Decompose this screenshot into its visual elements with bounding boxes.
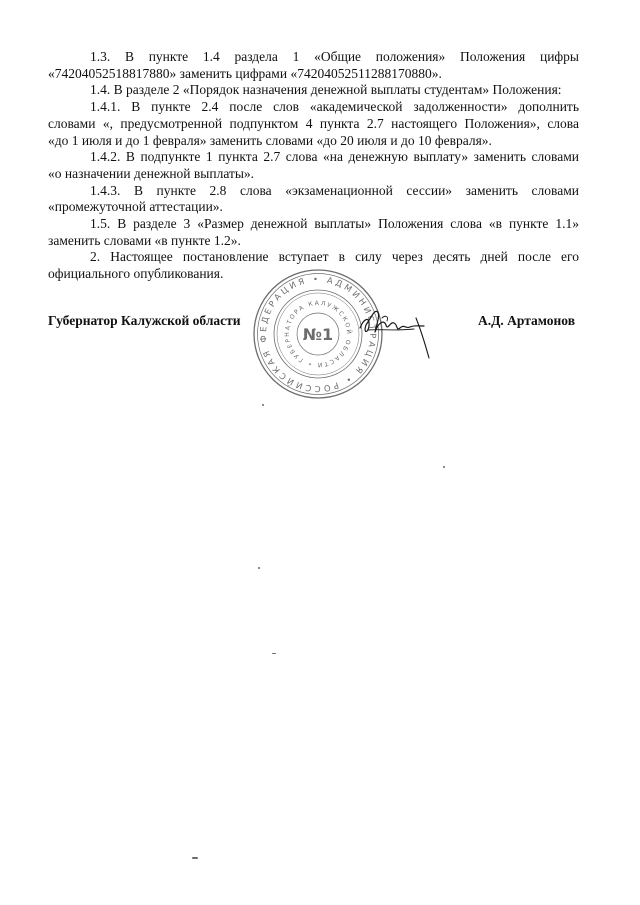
seal-center-text: №1 [302,325,334,344]
scan-speck [272,653,276,654]
scan-speck [443,466,445,468]
paragraph-line: словами «, предусмотренной подпунктом 4 пункта 2.7 настоящего Положения», слова [48,115,579,131]
paragraph-1-4-2 [48,149,579,182]
paragraph-line: «до 1 июля и до 1 февраля» заменить словами «до 20 июля и до 10 февраля». [48,132,492,148]
signatory-name: А.Д. Артамонов [477,313,575,328]
paragraph-1-4 [48,82,579,99]
document-body [48,49,579,283]
paragraph-line: 1.4.3. В пункте 2.8 слова «экзаменационной сессии» заменить словами [90,182,579,198]
signature-block [48,312,575,329]
scan-speck [262,404,264,406]
handwritten-signature-icon [356,298,438,364]
paragraph-1-4-3 [48,183,579,216]
seal-outer-text: РОССИЙСКАЯ ФЕДЕРАЦИЯ • АДМИНИСТРАЦИЯ • [257,273,379,395]
paragraph-line: 1.4.2. В подпункте 1 пункта 2.7 слова «на денежную выплату» заменить словами [90,149,579,165]
paragraph-1-3 [48,49,579,82]
paragraph-line: 1.5. В разделе 3 «Размер денежной выплаты» Положения слова «в пункте 1.1» [90,216,579,232]
paragraph-1-5 [48,216,579,249]
signatory-position: Губернатор Калужской области [48,313,241,328]
paragraph-1-4-1 [48,99,579,149]
paragraph-line: 1.3. В пункте 1.4 раздела 1 «Общие положения» Положения цифры [90,49,579,64]
paragraph-line: 1.4. В разделе 2 «Порядок назначения денежной выплаты студентам» Положения: [90,82,562,98]
paragraph-line: «74204052518817880» заменить цифрами «74204052511288170880». [48,65,442,81]
paragraph-line: официального опубликования. [48,266,224,282]
paragraph-line: «промежуточной аттестации». [48,199,223,215]
paragraph-line: заменить словами «в пункте 1.2». [48,232,241,248]
seal-inner-text: ГУБЕРНАТОРА КАЛУЖСКОЙ ОБЛАСТИ • [283,299,353,369]
paragraph-line: 2. Настоящее постановление вступает в силу через десять дней после его [90,249,579,265]
scan-speck [258,567,260,569]
paragraph-line: «о назначении денежной выплаты». [48,165,255,181]
paragraph-line: 1.4.1. В пункте 2.4 после слов «академической задолженности» дополнить [90,99,579,115]
scan-speck [192,857,198,859]
